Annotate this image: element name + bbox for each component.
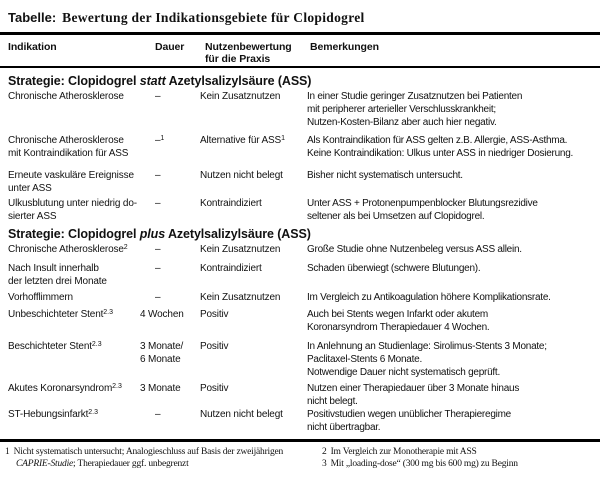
rating-cell: Nutzen nicht belegt xyxy=(200,170,283,181)
divider-above-footnotes xyxy=(0,439,600,442)
indication-cell: Erneute vaskuläre Ereignisse unter ASS xyxy=(8,170,134,194)
footnotes-left-column xyxy=(5,446,317,470)
footnote-number: 3 xyxy=(322,459,327,469)
duration-cell: – xyxy=(155,170,161,181)
divider-below-header xyxy=(0,66,600,68)
rating-cell: Alternative für ASS$^1$ xyxy=(200,134,285,146)
indication-cell: Ulkusblutung unter niedrig do- sierter ASS xyxy=(8,198,137,222)
column-header-nutzenbewertung xyxy=(205,41,292,65)
remarks-cell: Als Kontraindikation für ASS gelten z.B. Allergie, ASS-Asthma. Keine Kontraindikation: Ulkus unter ASS in niedriger Dosierung. xyxy=(307,135,574,159)
footnote-text: Im Vergleich zur Monotherapie mit ASS xyxy=(330,447,477,457)
rating-cell: Nutzen nicht belegt xyxy=(200,409,283,420)
remarks-cell: Unter ASS + Protonenpumpenblocker Blutungsrezidive seltener als bei Umsetzen auf Clopidogrel. xyxy=(307,198,538,222)
indication-cell: Vorhofflimmern xyxy=(8,292,73,303)
table-title-prefix: Tabelle: xyxy=(8,10,57,25)
table-title-text: Bewertung der Indikationsgebiete für Clopidogrel xyxy=(62,10,365,25)
remarks-cell: Große Studie ohne Nutzenbeleg versus ASS allein. xyxy=(307,244,522,255)
indication-cell: Chronische Atherosklerose xyxy=(8,91,124,102)
indication-cell: Chronische Atherosklerose$^2$ xyxy=(8,243,128,255)
indication-cell: Chronische Atherosklerose mit Kontraindikation für ASS xyxy=(8,135,129,159)
footnote-text: Nicht systematisch untersucht; Analogieschluss auf Basis der zweijährigen xyxy=(13,447,284,457)
rating-cell: Kein Zusatznutzen xyxy=(200,91,281,102)
footnote-3 xyxy=(322,458,518,470)
rating-cell: Kein Zusatznutzen xyxy=(200,292,281,303)
remarks-cell: Bisher nicht systematisch untersucht. xyxy=(307,170,463,181)
footnote-text: Mit „loading-dose“ (300 mg bis 600 mg) zu Beginn xyxy=(330,459,518,469)
remarks-cell: Auch bei Stents wegen Infarkt oder akutem Koronarsyndrom Therapiedauer 4 Wochen. xyxy=(307,309,490,333)
footnote-study-name: CAPRIE-Studie xyxy=(16,459,74,469)
footnotes-right-column xyxy=(322,446,518,470)
footnote-1 xyxy=(5,446,317,470)
column-header-indikation: Indikation xyxy=(8,41,57,53)
duration-cell: – xyxy=(155,409,161,420)
remarks-cell: Positivstudien wegen unüblicher Therapieregime nicht übertragbar. xyxy=(307,409,511,433)
remarks-cell: Im Vergleich zu Antikoagulation höhere Komplikationsrate. xyxy=(307,292,551,303)
duration-cell: – xyxy=(155,263,161,274)
duration-cell: –$^1$ xyxy=(155,134,165,146)
rating-cell: Positiv xyxy=(200,383,229,394)
footnote-number: 2 xyxy=(322,447,327,457)
rating-cell: Kontraindiziert xyxy=(200,198,262,209)
remarks-cell: In einer Studie geringer Zusatznutzen bei Patienten mit peripherer arterieller Verschlusskrankheit; Nutzen-Kosten-Bilanz aber auch hier negativ. xyxy=(307,91,523,128)
rating-cell: Positiv xyxy=(200,341,229,352)
column-header-dauer: Dauer xyxy=(155,41,185,53)
duration-cell: – xyxy=(155,292,161,303)
section-heading: Strategie: Clopidogrel statt Azetylsalizylsäure (ASS) xyxy=(8,74,312,88)
rating-cell: Kontraindiziert xyxy=(200,263,262,274)
indication-cell: Unbeschichteter Stent$^{2.3}$ xyxy=(8,308,113,320)
footnote-2 xyxy=(322,446,518,458)
divider-below-title xyxy=(0,32,600,35)
rating-cell: Kein Zusatznutzen xyxy=(200,244,281,255)
column-header-bemerkungen: Bemerkungen xyxy=(310,41,379,53)
column-header-line: für die Praxis xyxy=(205,53,271,65)
duration-cell: 4 Wochen xyxy=(140,309,184,320)
indication-cell: Akutes Koronarsyndrom$^{2.3}$ xyxy=(8,382,122,394)
remarks-cell: Schaden überwiegt (schwere Blutungen). xyxy=(307,263,481,274)
remarks-cell: In Anlehnung an Studienlage: Sirolimus-Stents 3 Monate; Paclitaxel-Stents 6 Monate. Notwendige Dauer nicht systematisch geprüft. xyxy=(307,341,547,378)
indication-cell: Beschichteter Stent$^{2.3}$ xyxy=(8,340,102,352)
indication-cell: ST-Hebungsinfarkt$^{2.3}$ xyxy=(8,408,99,420)
duration-cell: 3 Monate/ 6 Monate xyxy=(140,341,184,365)
footnote-number: 1 xyxy=(5,447,10,457)
indication-cell: Nach Insult innerhalb der letzten drei Monate xyxy=(8,263,107,287)
rating-cell: Positiv xyxy=(200,309,229,320)
duration-cell: 3 Monate xyxy=(140,383,181,394)
column-header-line: Nutzenbewertung xyxy=(205,41,292,53)
table-title xyxy=(8,9,365,27)
duration-cell: – xyxy=(155,91,161,102)
duration-cell: – xyxy=(155,244,161,255)
footnote-text: ; Therapiedauer ggf. unbegrenzt xyxy=(73,459,189,469)
section-heading: Strategie: Clopidogrel plus Azetylsalizylsäure (ASS) xyxy=(8,227,311,241)
remarks-cell: Nutzen einer Therapiedauer über 3 Monate hinaus nicht belegt. xyxy=(307,383,520,407)
duration-cell: – xyxy=(155,198,161,209)
